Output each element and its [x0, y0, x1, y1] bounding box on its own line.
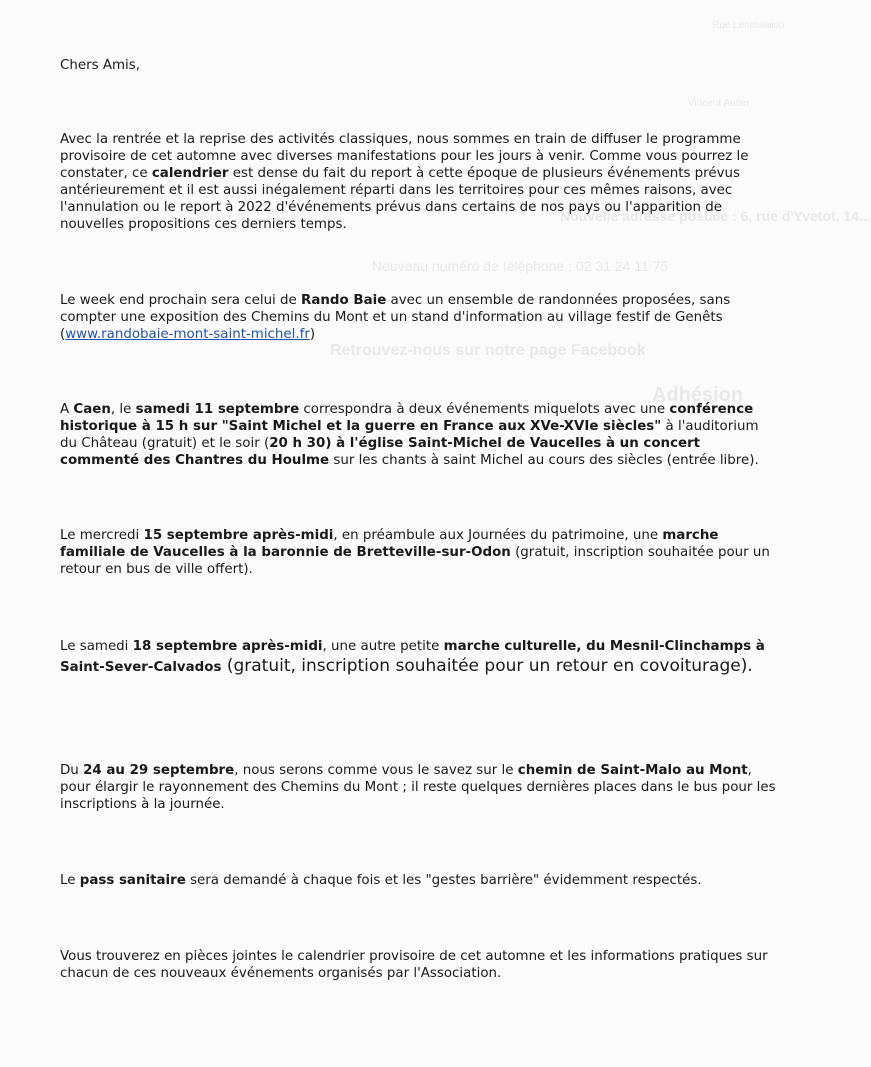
- greeting-text: Chers Amis,: [60, 58, 140, 73]
- text: Du: [60, 763, 84, 778]
- text: ): [309, 327, 316, 342]
- paragraph-mesnil: [60, 638, 776, 677]
- text: , en préambule aux Journées du patrimoine, une: [333, 528, 663, 543]
- large-text: (gratuit, inscription souhaitée pour un retour en covoiturage).: [221, 656, 753, 676]
- bleedthrough-line: Retrouvez-nous sur notre page Facebook: [330, 342, 646, 359]
- bold-text: marche familiale de Vaucelles à la baronnie de Bretteville-sur-Odon: [60, 528, 719, 560]
- bleedthrough-line: Nouvelle adresse postale : 6, rue d'Yvetot, 14...: [560, 208, 871, 224]
- paragraph-caen: [60, 401, 776, 469]
- bold-text: chemin de Saint-Malo au Mont: [517, 763, 748, 778]
- paragraph-intro: [60, 131, 776, 233]
- bleedthrough-line: Nouveau numéro de téléphone : 02 31 24 11 75: [372, 258, 669, 274]
- website-link[interactable]: www.randobaie-mont-saint-michel.fr: [65, 327, 310, 342]
- paragraph-vaucelles: [60, 527, 776, 578]
- bold-text: Rando Baie: [301, 293, 387, 308]
- text: Le mercredi: [60, 528, 144, 543]
- text: , nous serons comme vous le savez sur le: [234, 763, 518, 778]
- text: , une autre petite: [322, 639, 444, 654]
- text: sur les chants à saint Michel au cours des siècles (entrée libre).: [329, 453, 759, 468]
- text: est dense du fait du report à cette époque de plusieurs événements prévus antérieurement et il est aussi inégalement réparti dans les territoires pour ces mêmes raisons, avec l'annulation ou le report à 2022 d'événements prévus dans certains de nos pays ou l'apparition de nouvelles propositions ces derniers temps.: [60, 166, 741, 232]
- text: Le samedi: [60, 639, 133, 654]
- paragraph-pass-sanitaire: [60, 872, 776, 889]
- bleedthrough-line: Adhésion: [652, 384, 744, 406]
- bold-text: calendrier: [151, 166, 229, 181]
- text: avec un ensemble de randonnées proposées, sans compter une exposition des Chemins du Mont et un stand d'information au village festif de Genêts (: [60, 293, 731, 342]
- paragraph-saint-malo: [60, 762, 776, 813]
- text: , le: [110, 402, 136, 417]
- text: , pour élargir le rayonnement des Chemins du Mont ; il reste quelques dernières places dans le bus pour les inscriptions à la journée.: [60, 763, 776, 812]
- bold-text: 18 septembre après-midi: [132, 639, 323, 654]
- bold-text: conférence historique à 15 h sur "Saint Michel et la guerre en France aux XVe-XVIe siècles": [60, 402, 754, 434]
- text: à l'auditorium du Château (gratuit) et le soir (: [60, 419, 759, 451]
- bold-text: marche culturelle, du Mesnil-Clinchamps à Saint-Sever-Calvados: [60, 639, 765, 675]
- text: Vous trouverez en pièces jointes le calendrier provisoire de cet automne et les informations pratiques sur chacun de ces nouveaux événements organisés par l'Association.: [60, 949, 768, 981]
- bleedthrough-line: Vincent Autier: [688, 98, 750, 109]
- text: Le week end prochain sera celui de: [60, 293, 302, 308]
- bold-text: pass sanitaire: [79, 873, 186, 888]
- bold-text: 24 au 29 septembre: [83, 763, 235, 778]
- bold-text: 15 septembre après-midi: [143, 528, 334, 543]
- text: (gratuit, inscription souhaitée pour un retour en bus de ville offert).: [60, 545, 770, 577]
- bleedthrough-line: Rue Lendrawiso: [712, 20, 785, 31]
- paragraph-closing: [60, 948, 776, 982]
- text: correspondra à deux événements miquelots avec une: [299, 402, 670, 417]
- bold-text: 20 h 30) à l'église Saint-Michel de Vaucelles à un concert commenté des Chantres du Houlme: [60, 436, 701, 468]
- bold-text: Caen: [73, 402, 111, 417]
- greeting: [60, 57, 776, 74]
- text: sera demandé à chaque fois et les "gestes barrière" évidemment respectés.: [185, 873, 702, 888]
- text: Avec la rentrée et la reprise des activités classiques, nous sommes en train de diffuser le programme provisoire de cet automne avec diverses manifestations pour les jours à venir. Comme vous pourrez le constater, ce: [60, 132, 749, 181]
- bold-text: samedi 11 septembre: [135, 402, 300, 417]
- text: Le: [60, 873, 80, 888]
- text: A: [60, 402, 74, 417]
- paragraph-rando-baie: [60, 292, 776, 343]
